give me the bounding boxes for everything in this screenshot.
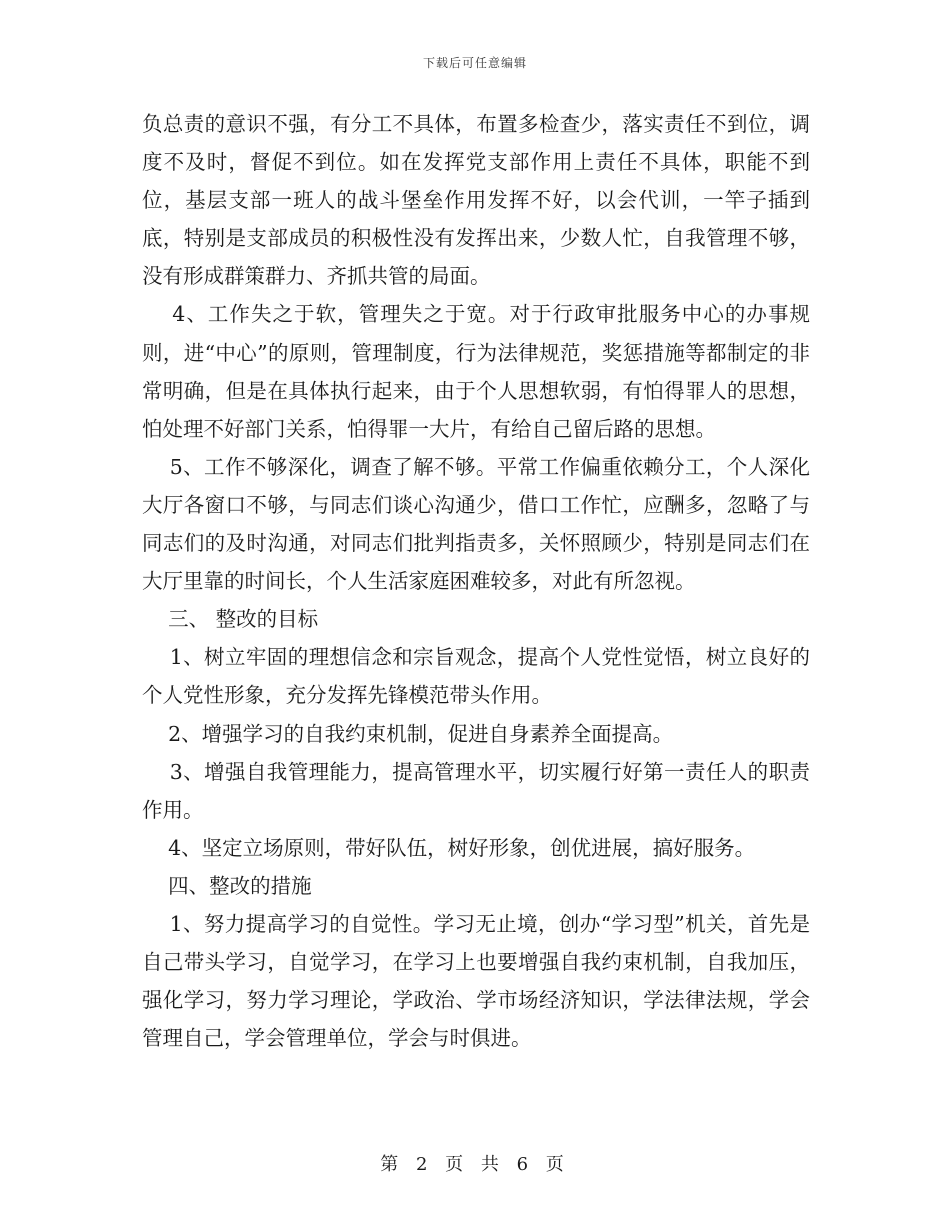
page-header: 下载后可任意编辑: [422, 56, 527, 70]
goal-item-1: 1、树立牢固的理想信念和宗旨观念，提高个人党性觉悟，树立良好的个人党性形象，充分发挥先锋模范带头作用。: [142, 645, 810, 708]
page-footer: 第 2 页 共 6 页: [380, 1154, 570, 1175]
goal-item-3: 3、增强自我管理能力，提高管理水平，切实履行好第一责任人的职责作用。: [142, 759, 810, 822]
section-heading-rectification-goals: 三、 整改的目标: [142, 607, 319, 632]
measure-item-1: 1、努力提高学习的自觉性。学习无止境，创办“学习型”机关，首先是自己带头学习，自觉学习，在学习上也要增强自我约束机制，自我加压，强化学习，努力学习理论，学政治、学市场经济知识，学法律法规，学会管理自己，学会管理单位，学会与时俱进。: [142, 911, 810, 1051]
goal-item-2: 2、增强学习的自我约束机制，促进自身素养全面提高。: [142, 721, 674, 746]
section-heading-rectification-measures: 四、整改的措施: [142, 873, 312, 898]
paragraph-responsibility-continued: 负总责的意识不强，有分工不具体，布置多检查少，落实责任不到位，调度不及时，督促不到位。如在发挥党支部作用上责任不具体，职能不到位，基层支部一班人的战斗堡垒作用发挥不好，以会代训，一竿子插到底，特别是支部成员的积极性没有发挥出来，少数人忙，自我管理不够，没有形成群策群力、齐抓共管的局面。: [142, 112, 810, 289]
goal-item-4: 4、坚定立场原则，带好队伍，树好形象，创优进展，搞好服务。: [142, 835, 756, 860]
paragraph-item-5-insufficient-depth: 5、工作不够深化，调查了解不够。平常工作偏重依赖分工，个人深化大厅各窗口不够，与同志们谈心沟通少，借口工作忙，应酬多，忽略了与同志们的及时沟通，对同志们批判指责多，关怀照顾少，特别是同志们在大厅里靠的时间长，个人生活家庭困难较多，对此有所忽视。: [142, 454, 810, 594]
document-body: [142, 105, 810, 1057]
paragraph-item-4-soft-management: 4、工作失之于软，管理失之于宽。对于行政审批服务中心的办事规则，进“中心”的原则，管理制度，行为法律规范，奖惩措施等都制定的非常明确，但是在具体执行起来，由于个人思想软弱，有怕得罪人的思想，怕处理不好部门关系，怕得罪一大片，有给自己留后路的思想。: [142, 302, 810, 441]
